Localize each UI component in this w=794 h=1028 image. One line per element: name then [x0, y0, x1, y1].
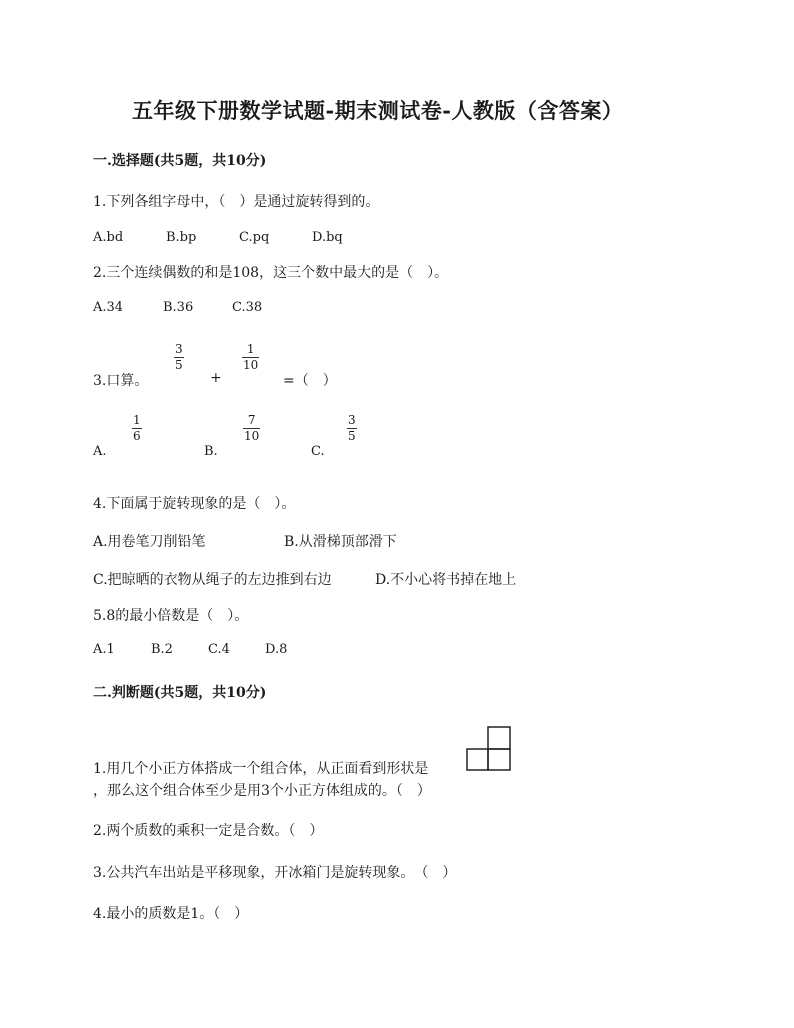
q3-option-a-numerator: 1 [133, 413, 141, 427]
question-1-text: 1.下列各组字母中，（ ）是通过旋转得到的。 [93, 194, 380, 210]
q3-option-c-numerator: 3 [348, 413, 356, 427]
q1-option-d: D.bq [312, 230, 343, 245]
question-3-text: 3.口算。 [93, 373, 149, 389]
q5-option-c: C.4 [208, 642, 230, 657]
q3-fraction-2-numerator: 1 [246, 342, 255, 356]
q4-option-a: A.用卷笔刀削铅笔 [93, 534, 206, 550]
judgment-1-continuation: ，那么这个组合体至少是用3个小正方体组成的。（ ） [93, 783, 431, 799]
front-view-cubes-figure [466, 726, 512, 772]
q3-fraction-1-numerator: 3 [175, 342, 183, 356]
q3-option-c-denominator: 5 [348, 429, 356, 443]
q3-option-a-denominator: 6 [133, 429, 141, 443]
page-title: 五年级下册数学试题-期末测试卷-人教版（含答案） [132, 98, 624, 123]
q2-option-c: C.38 [232, 300, 263, 315]
q3-fraction-2-denominator: 10 [243, 358, 259, 372]
section-heading-judgment: 二.判断题(共5题，共10分) [93, 685, 267, 701]
q3-equals-blank: =（ ） [283, 373, 337, 389]
q5-option-a: A.1 [93, 642, 115, 657]
section-heading-choice: 一.选择题(共5题，共10分) [93, 153, 267, 169]
q3-option-a-fraction [132, 414, 142, 443]
q3-option-b-denominator: 10 [244, 429, 260, 443]
judgment-4-text: 4.最小的质数是1。（ ） [93, 906, 249, 922]
q5-option-d: D.8 [265, 642, 288, 657]
q1-option-a: A.bd [93, 230, 124, 245]
question-2-text: 2.三个连续偶数的和是108，这三个数中最大的是（ ）。 [93, 265, 449, 281]
judgment-2-text: 2.两个质数的乘积一定是合数。（ ） [93, 823, 324, 839]
q4-option-d: D.不小心将书掉在地上 [375, 572, 517, 588]
question-4-text: 4.下面属于旋转现象的是（ ）。 [93, 496, 296, 512]
q5-option-b: B.2 [151, 642, 173, 657]
q3-fraction-1-denominator: 5 [175, 358, 183, 372]
q3-plus-sign: + [210, 370, 222, 386]
judgment-3-text: 3.公共汽车出站是平移现象，开冰箱门是旋转现象。 （ ） [93, 865, 457, 881]
q3-option-b-label: B. [204, 444, 218, 459]
q3-option-c-fraction [347, 414, 357, 443]
q2-option-a: A.34 [93, 300, 124, 315]
q3-option-b-numerator: 7 [247, 413, 256, 427]
q3-option-b-fraction [243, 414, 260, 443]
q4-option-b: B.从滑梯顶部滑下 [284, 534, 397, 550]
judgment-1-text: 1.用几个小正方体搭成一个组合体，从正面看到形状是 [93, 761, 429, 777]
q1-option-b: B.bp [166, 230, 197, 245]
q2-option-b: B.36 [163, 300, 194, 315]
q3-fraction-2 [242, 343, 259, 372]
q3-option-c-label: C. [311, 444, 325, 459]
q3-fraction-1 [174, 343, 184, 372]
q4-option-c: C.把晾晒的衣物从绳子的左边推到右边 [93, 572, 332, 588]
question-5-text: 5.8的最小倍数是（ ）。 [93, 608, 249, 624]
q1-option-c: C.pq [239, 230, 270, 245]
q3-option-a-label: A. [93, 444, 107, 459]
